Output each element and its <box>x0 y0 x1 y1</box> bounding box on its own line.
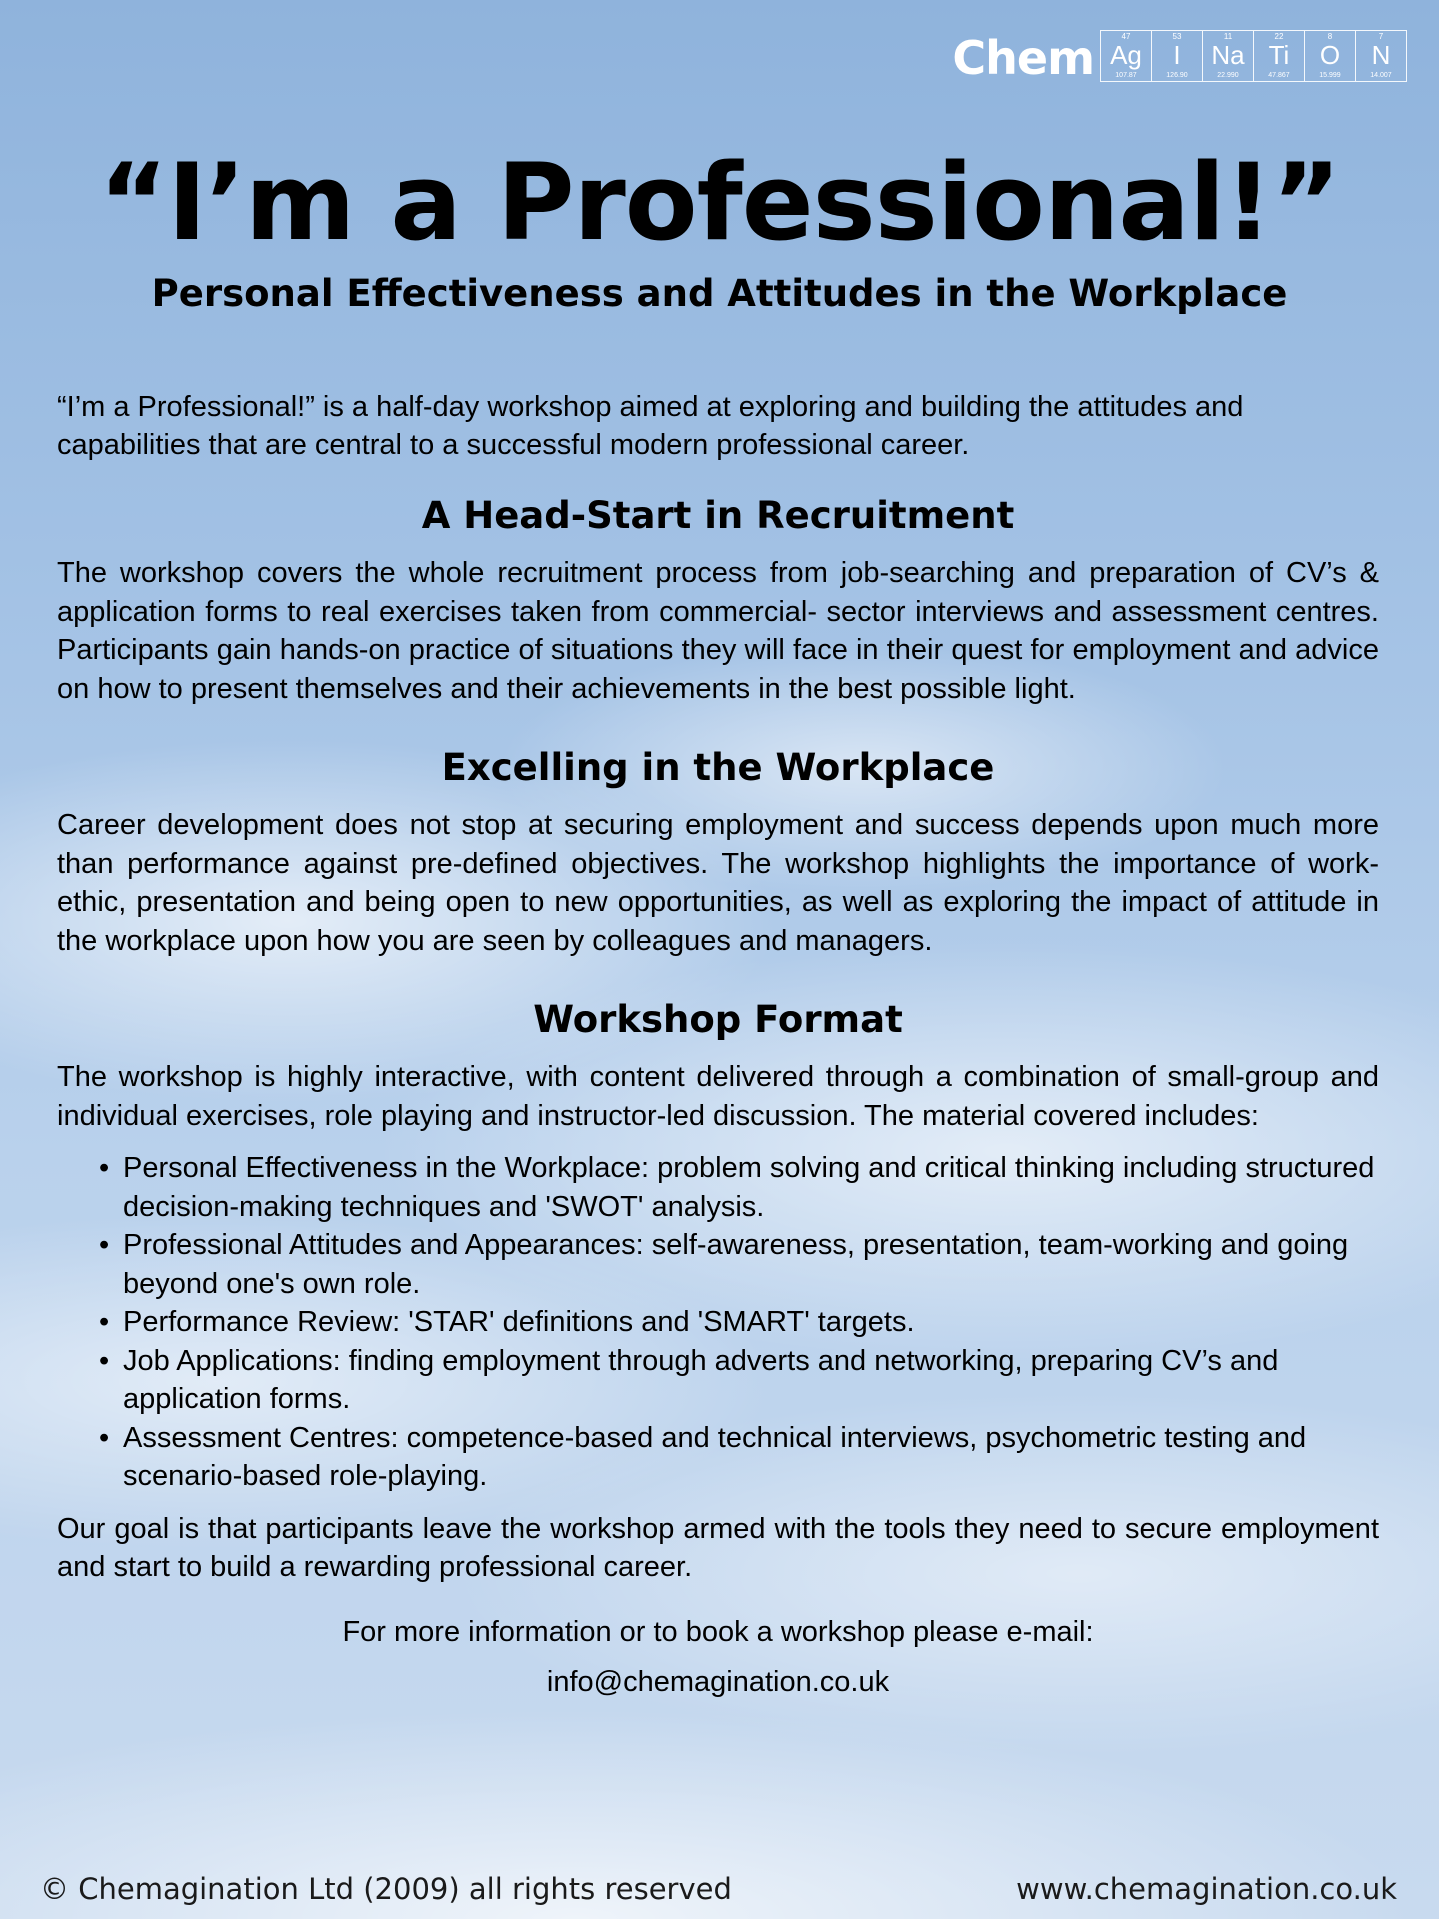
intro-paragraph: “I’m a Professional!” is a half-day workshop aimed at exploring and building the attitudes and capabilities that are central to a successful modern professional career. <box>57 391 1244 461</box>
section-heading-recruitment: A Head-Start in Recruitment <box>421 494 1015 537</box>
element-tile <box>1152 31 1203 81</box>
material-list <box>57 1149 1379 1496</box>
element-mass: 22.990 <box>1217 72 1239 79</box>
element-tile <box>1254 31 1305 81</box>
element-number: 47 <box>1121 32 1131 41</box>
chemagination-logo <box>952 30 1407 86</box>
list-item: • Personal Effectiveness in the Workplace: problem solving and critical thinking including structured decision-making techniques and 'SWOT' analysis. <box>99 1149 1379 1226</box>
element-tile <box>1101 31 1152 81</box>
element-number: 11 <box>1223 32 1233 41</box>
element-symbol: O <box>1319 40 1341 70</box>
element-number: 8 <box>1327 32 1333 41</box>
element-tile <box>1356 31 1406 81</box>
section-heading-workplace: Excelling in the Workplace <box>441 746 995 789</box>
element-number: 22 <box>1274 32 1284 41</box>
list-item: • Professional Attitudes and Appearances: self-awareness, presentation, team-working and going beyond one's own role. <box>99 1226 1379 1303</box>
section-body-recruitment: The workshop covers the whole recruitment process from job-searching and preparation of CV’s & application forms to real exercises taken from commercial- sector interviews and assessment centres. Participants gain hands-on practice of situations they will face in their quest for employment and advice on how to present themselves and their achievements in the best possible light. <box>57 557 1379 705</box>
contact-text: For more information or to book a workshop please e-mail: <box>342 1615 1094 1648</box>
element-mass: 107.87 <box>1115 72 1137 79</box>
logo-element-tiles <box>1100 30 1407 82</box>
section-body-format: The workshop is highly interactive, with content delivered through a combination of small-group and individual exercises, role playing and instructor-led discussion. The material covered includes: <box>57 1061 1379 1132</box>
footer <box>40 1870 1397 1908</box>
list-item: • Job Applications: finding employment through adverts and networking, preparing CV’s and application forms. <box>99 1342 1379 1419</box>
section-heading-format: Workshop Format <box>533 998 903 1041</box>
element-mass: 15.999 <box>1319 72 1341 79</box>
page-subtitle: Personal Effectiveness and Attitudes in the Workplace <box>151 272 1288 315</box>
element-symbol: Ti <box>1268 40 1290 70</box>
element-symbol: Na <box>1211 40 1245 70</box>
element-number: 53 <box>1172 32 1182 41</box>
element-tile <box>1305 31 1356 81</box>
main-content <box>57 388 1379 1701</box>
section-body-workplace: Career development does not stop at securing employment and success depends upon much more than performance against pre-defined objectives. The workshop highlights the importance of work-ethic, presentation and being open to new opportunities, as well as exploring the impact of attitude in the workplace upon how you are seen by colleagues and managers. <box>57 809 1379 957</box>
page-title: “I’m a Professional!” <box>98 141 1341 264</box>
contact-email-link[interactable]: info@chemagination.co.uk <box>546 1665 890 1698</box>
copyright-text: © Chemagination Ltd (2009) all rights reserved <box>40 1872 732 1906</box>
logo-word: Chem <box>952 31 1094 85</box>
element-mass: 126.90 <box>1166 72 1188 79</box>
list-item: • Assessment Centres: competence-based and technical interviews, psychometric testing and scenario-based role-playing. <box>99 1419 1379 1496</box>
element-symbol: N <box>1371 40 1391 70</box>
element-mass: 47.867 <box>1268 72 1290 79</box>
element-symbol: Ag <box>1110 40 1142 70</box>
element-number: 7 <box>1378 32 1384 41</box>
website-link[interactable]: www.chemagination.co.uk <box>1016 1872 1397 1906</box>
list-item: • Performance Review: 'STAR' definitions and 'SMART' targets. <box>99 1303 1379 1342</box>
element-mass: 14.007 <box>1370 72 1392 79</box>
goal-paragraph: Our goal is that participants leave the workshop armed with the tools they need to secure employment and start to build a rewarding professional career. <box>57 1512 1379 1583</box>
element-tile <box>1203 31 1254 81</box>
element-symbol: I <box>1173 40 1181 70</box>
